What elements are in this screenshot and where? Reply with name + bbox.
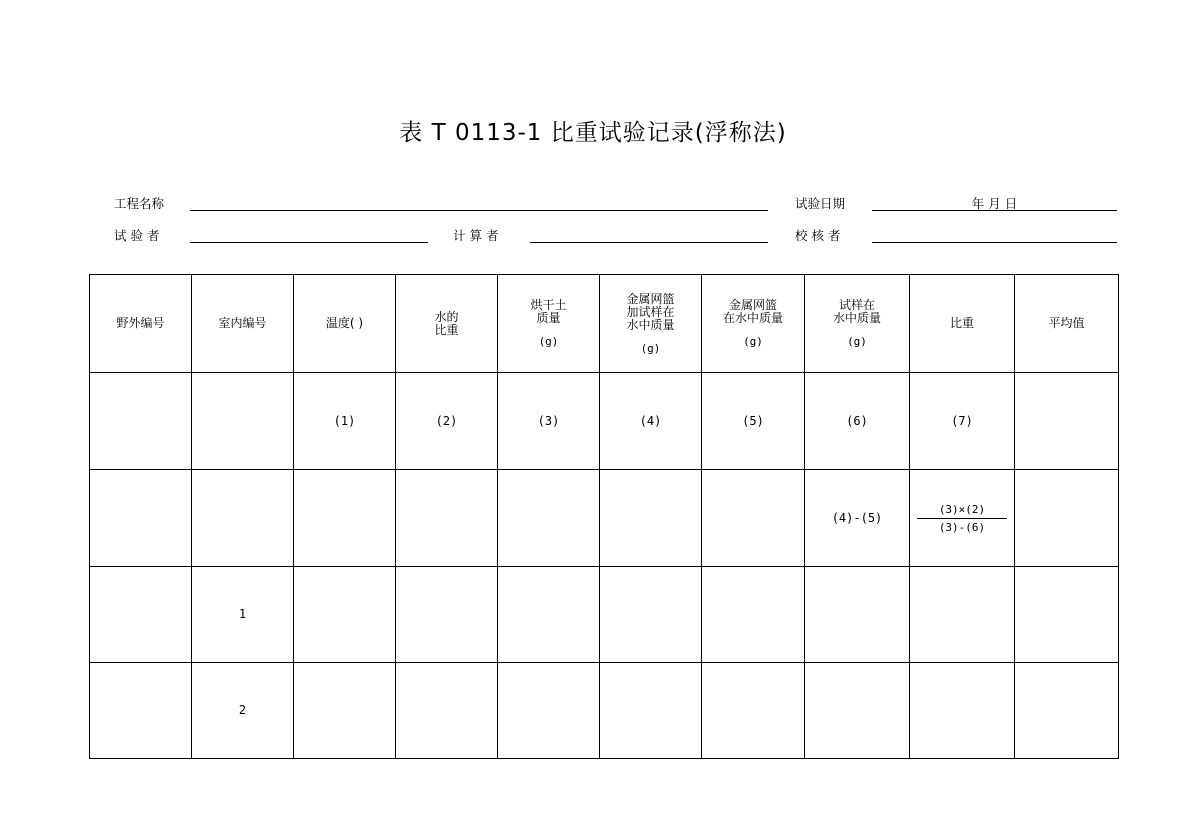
table-cell[interactable] xyxy=(192,470,294,567)
lab-no-cell[interactable]: 1 xyxy=(192,567,294,663)
tester-label: 试 验 者 xyxy=(114,228,160,243)
column-header: 试样在 水中质量 (g) xyxy=(805,275,910,373)
index-cell xyxy=(90,373,192,470)
column-header: 平均值 xyxy=(1015,275,1119,373)
column-header: 温度( ) xyxy=(294,275,396,373)
formula-denominator: (3)-(6) xyxy=(938,520,986,534)
table-cell[interactable] xyxy=(1015,663,1119,759)
table-cell[interactable] xyxy=(294,470,396,567)
index-cell: (3) xyxy=(498,373,600,470)
table-cell[interactable] xyxy=(396,470,498,567)
formula-water-mass: (4)-(5) xyxy=(805,470,910,567)
calculator-field[interactable] xyxy=(530,242,768,243)
table-cell[interactable] xyxy=(805,567,910,663)
table-cell[interactable] xyxy=(910,567,1015,663)
field-no-cell[interactable] xyxy=(90,663,192,759)
index-cell xyxy=(192,373,294,470)
test-date-value: 年 月 日 xyxy=(971,196,1018,211)
unit-label: (g) xyxy=(743,335,763,348)
table-cell[interactable] xyxy=(396,663,498,759)
table-cell[interactable] xyxy=(498,663,600,759)
column-header: 比重 xyxy=(910,275,1015,373)
specific-gravity-table xyxy=(89,274,1119,759)
table-cell[interactable] xyxy=(396,567,498,663)
table-cell[interactable] xyxy=(600,663,702,759)
table-cell[interactable] xyxy=(702,470,805,567)
project-name-field[interactable] xyxy=(190,210,768,211)
project-name-label: 工程名称 xyxy=(114,196,165,211)
table-cell[interactable] xyxy=(1015,567,1119,663)
header-row xyxy=(90,275,1119,373)
lab-no-cell[interactable]: 2 xyxy=(192,663,294,759)
column-header: 室内编号 xyxy=(192,275,294,373)
table-cell[interactable] xyxy=(805,663,910,759)
page-title: 表 T 0113-1 比重试验记录(浮称法) xyxy=(399,120,787,146)
unit-label: (g) xyxy=(538,335,559,348)
column-header: 烘干土 质量 (g) xyxy=(498,275,600,373)
test-date-label: 试验日期 xyxy=(795,196,846,211)
index-cell: (7) xyxy=(910,373,1015,470)
field-no-cell[interactable] xyxy=(90,567,192,663)
index-cell: (6) xyxy=(805,373,910,470)
table-cell[interactable] xyxy=(702,567,805,663)
checker-field[interactable] xyxy=(872,242,1117,243)
table-cell[interactable] xyxy=(600,470,702,567)
table-cell[interactable] xyxy=(498,567,600,663)
column-header: 金属网篮 加试样在 水中质量 (g) xyxy=(600,275,702,373)
table-cell[interactable] xyxy=(910,663,1015,759)
formula-numerator: (3)×(2) xyxy=(917,503,1007,519)
table-cell[interactable] xyxy=(498,470,600,567)
table-cell[interactable] xyxy=(294,567,396,663)
formula-row xyxy=(90,470,1119,567)
unit-label: (g) xyxy=(640,341,661,355)
test-date-field[interactable] xyxy=(872,210,1117,211)
formula-specific-gravity xyxy=(910,470,1015,567)
table-cell[interactable] xyxy=(90,470,192,567)
calculator-label: 计 算 者 xyxy=(453,228,499,243)
index-cell: (2) xyxy=(396,373,498,470)
tester-field[interactable] xyxy=(190,242,428,243)
column-header: 野外编号 xyxy=(90,275,192,373)
table-cell[interactable] xyxy=(600,567,702,663)
unit-label: (g) xyxy=(847,335,867,348)
column-header: 金属网篮 在水中质量 (g) xyxy=(702,275,805,373)
table-cell[interactable] xyxy=(1015,470,1119,567)
checker-label: 校 核 者 xyxy=(795,228,841,243)
index-cell: (5) xyxy=(702,373,805,470)
table-cell[interactable] xyxy=(702,663,805,759)
index-cell xyxy=(1015,373,1119,470)
index-cell: (4) xyxy=(600,373,702,470)
column-header: 水的 比重 xyxy=(396,275,498,373)
table-row xyxy=(90,663,1119,759)
index-row xyxy=(90,373,1119,470)
index-cell: (1) xyxy=(294,373,396,470)
table-row xyxy=(90,567,1119,663)
table-cell[interactable] xyxy=(294,663,396,759)
